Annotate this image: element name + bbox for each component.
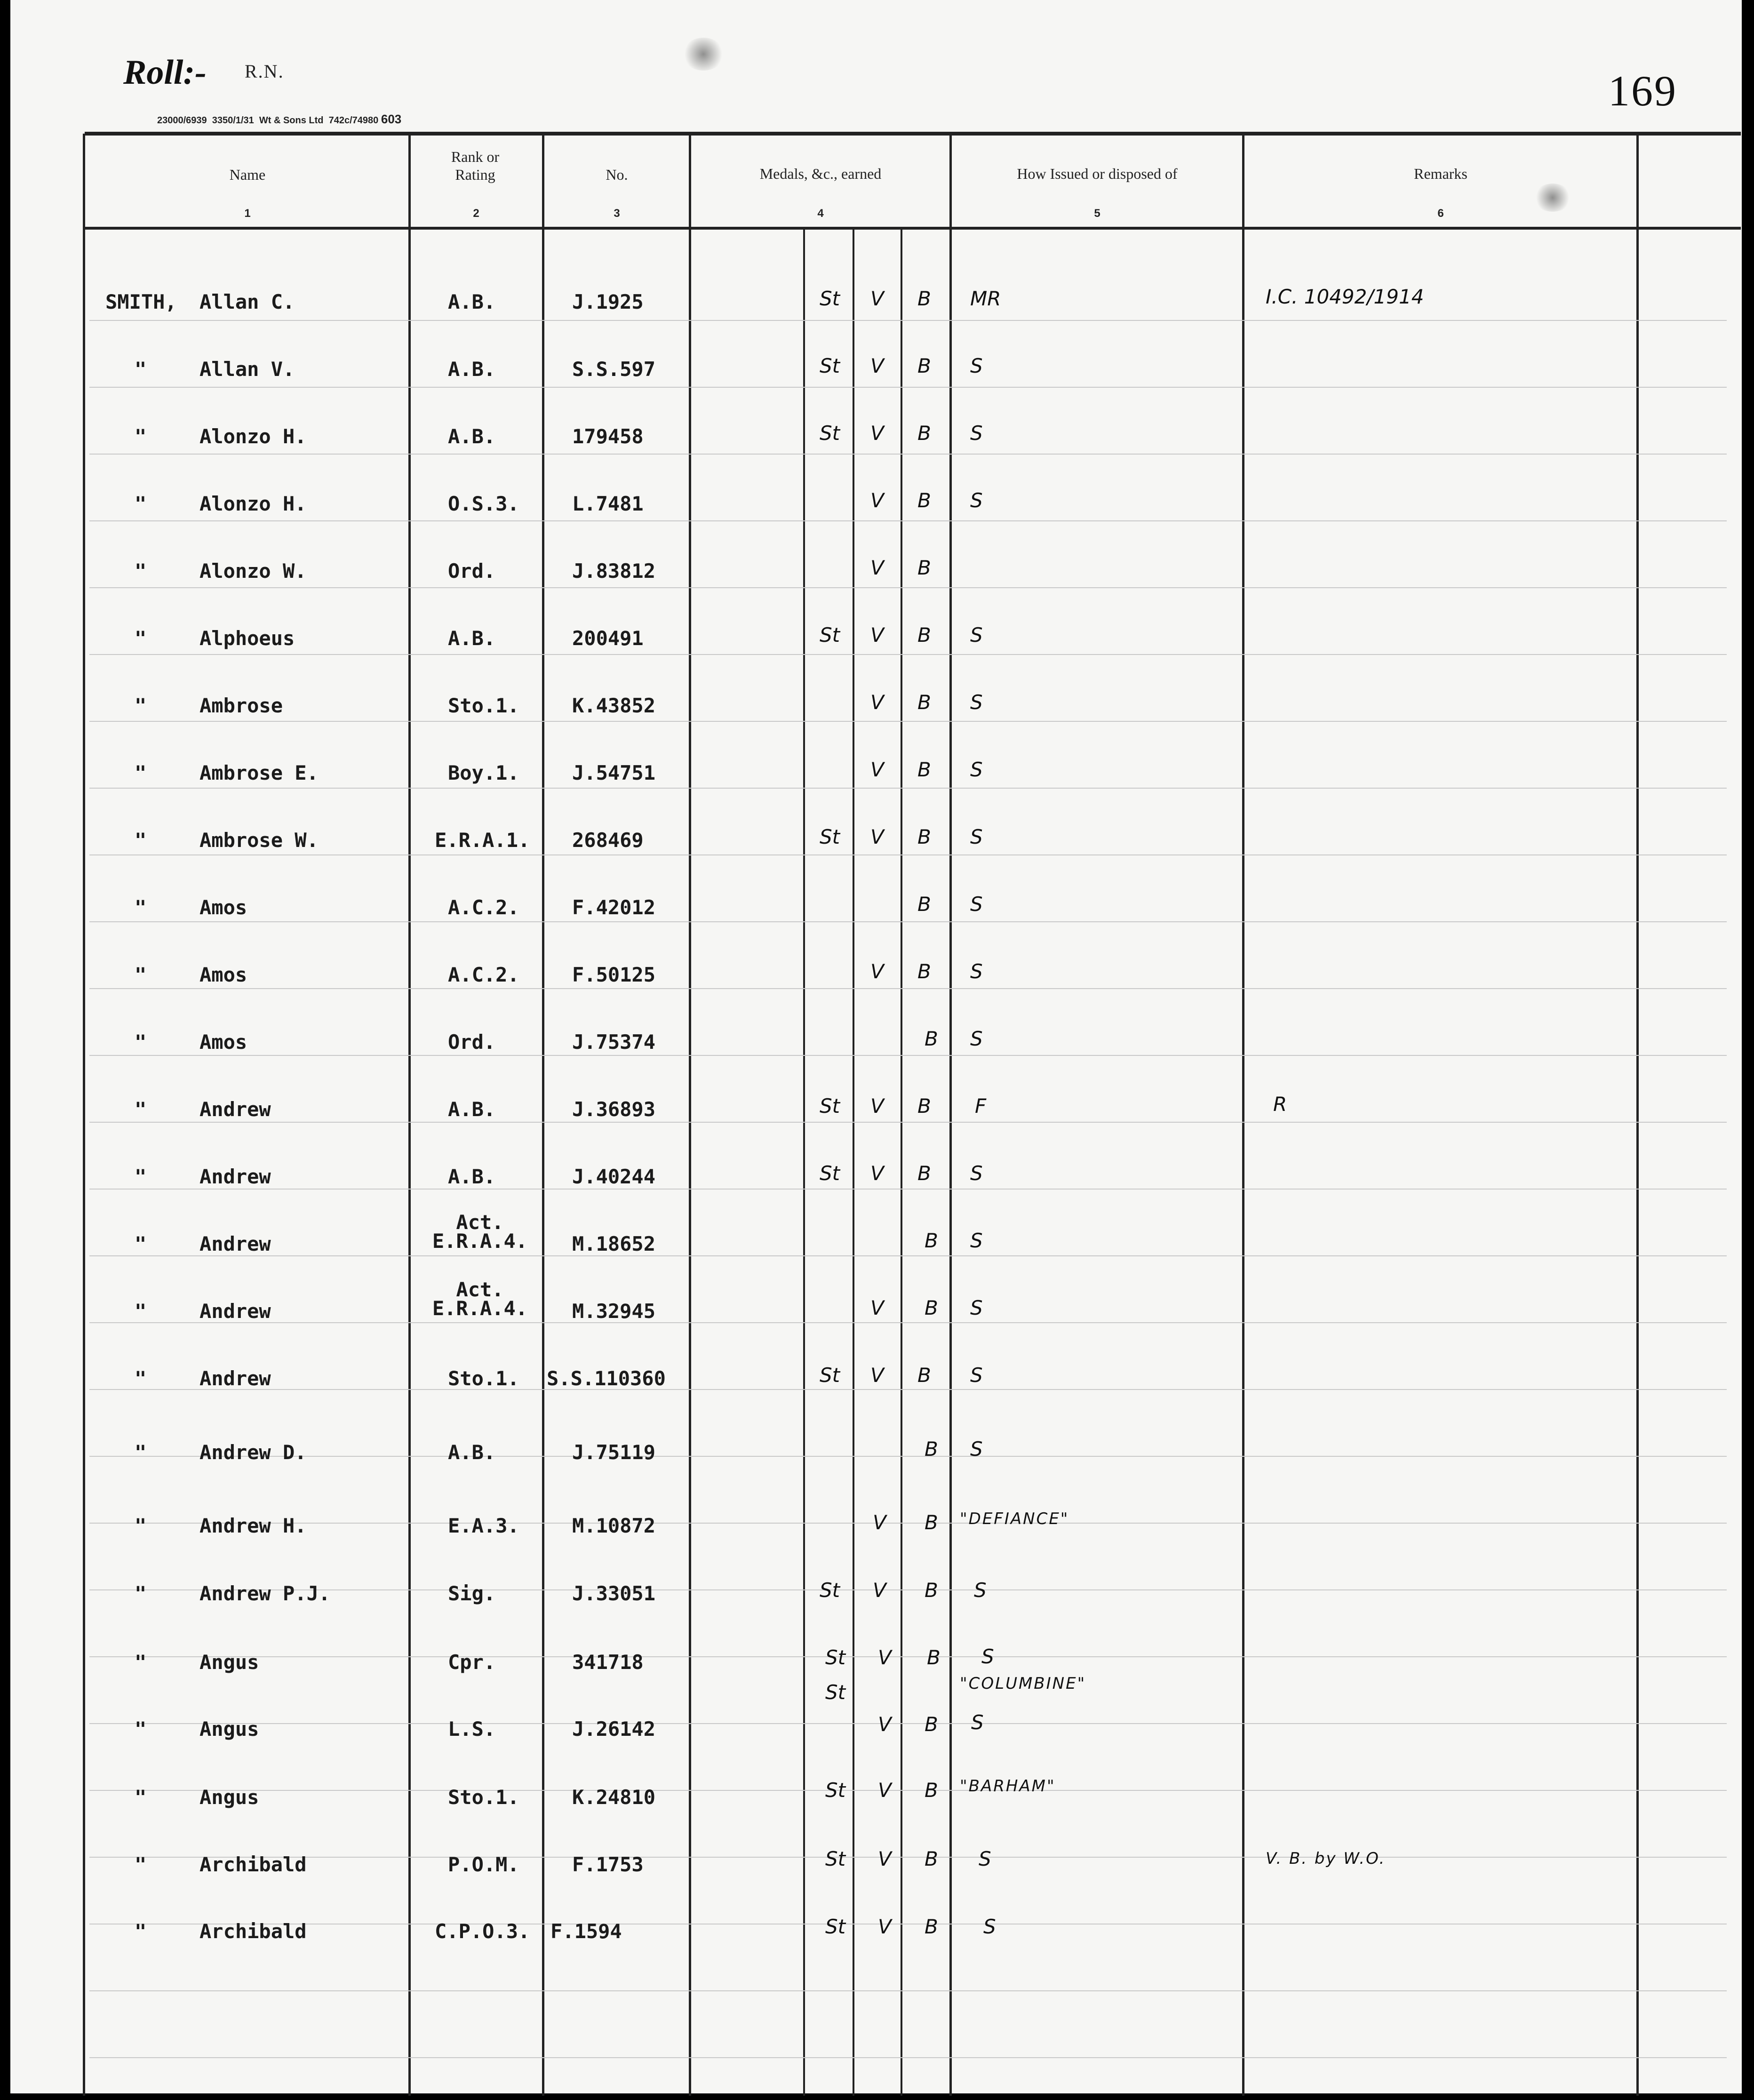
rank: C.P.O.3. [435, 1920, 530, 1943]
rank-prefix: Act. [456, 1278, 504, 1301]
victory-medal: V [870, 1296, 884, 1319]
issue-status: S [970, 960, 983, 983]
ditto-mark: " [135, 896, 147, 919]
ditto-mark: " [135, 425, 147, 448]
rank: O.S.3. [448, 492, 519, 515]
column-number-medals: 4 [817, 207, 824, 220]
service-number: 200491 [572, 627, 644, 650]
issue-status: S [970, 1364, 983, 1387]
page-number: 169 [1608, 67, 1677, 115]
scan-border-left [0, 0, 10, 2100]
issue-status: S [970, 1229, 983, 1252]
ditto-mark: " [135, 1441, 147, 1464]
star-medal: St [825, 1847, 846, 1870]
ruled-line [89, 788, 1727, 789]
given-name: Angus [199, 1651, 259, 1674]
star-medal: St [820, 354, 840, 377]
ditto-mark: " [135, 1098, 147, 1121]
british-war-medal: B [927, 1646, 941, 1669]
rank: Boy.1. [448, 761, 519, 784]
ditto-mark: " [135, 559, 147, 583]
british-war-medal: B [925, 1229, 938, 1252]
victory-medal: V [870, 825, 884, 848]
service-number: J.54751 [572, 761, 656, 784]
service-number: J.36893 [572, 1098, 656, 1121]
ditto-mark: " [135, 492, 147, 515]
victory-medal: V [870, 287, 884, 310]
service-number: M.10872 [572, 1514, 656, 1537]
ditto-mark: " [135, 1853, 147, 1876]
british-war-medal: B [925, 1296, 938, 1319]
ruled-line [89, 1990, 1727, 1991]
given-name: Andrew H. [199, 1514, 307, 1537]
remarks: I.C. 10492/1914 [1266, 285, 1424, 308]
victory-medal: V [870, 960, 884, 983]
given-name: Amos [199, 1030, 247, 1054]
print-reference-text: 23000/6939 3350/1/31 Wt & Sons Ltd 742c/74980 [157, 115, 379, 126]
british-war-medal: B [925, 1915, 938, 1938]
given-name: Alonzo W. [199, 559, 307, 583]
rank: A.B. [448, 1165, 496, 1188]
rank: Ord. [448, 1030, 496, 1054]
british-war-medal: B [917, 422, 931, 445]
british-war-medal: B [917, 1364, 931, 1387]
british-war-medal: B [917, 893, 931, 916]
issue-status: S [970, 691, 983, 714]
victory-medal: V [870, 623, 884, 647]
ruled-line [89, 988, 1727, 989]
column-title-issued: How Issued or disposed of [1017, 165, 1178, 182]
service-number: M.32945 [572, 1300, 656, 1323]
british-war-medal: B [917, 825, 931, 848]
ditto-mark: " [135, 1367, 147, 1390]
british-war-medal: B [925, 1847, 938, 1870]
issue-status: MR [970, 287, 1001, 310]
star-medal: St [825, 1779, 846, 1802]
remarks: V. B. by W.O. [1266, 1849, 1386, 1868]
rank-prefix: Act. [456, 1211, 504, 1234]
victory-medal: V [870, 422, 884, 445]
victory-medal: V [870, 691, 884, 714]
rank: P.O.M. [448, 1853, 519, 1876]
given-name: Alonzo H. [199, 425, 307, 448]
given-name: Andrew P.J. [199, 1582, 331, 1605]
service-number: K.43852 [572, 694, 656, 717]
ditto-mark: " [135, 1582, 147, 1605]
british-war-medal: B [917, 960, 931, 983]
victory-medal: V [873, 1511, 886, 1534]
given-name: Ambrose [199, 694, 283, 717]
service-number: F.1753 [572, 1853, 644, 1876]
print-reference [157, 112, 401, 127]
ruled-line [89, 1523, 1727, 1524]
issue-status: S [983, 1915, 996, 1938]
service-number: J.1925 [572, 290, 644, 313]
victory-medal: V [873, 1579, 886, 1602]
issue-status: S [970, 893, 983, 916]
column-title-name: Name [229, 166, 266, 183]
ruled-line [89, 1723, 1727, 1724]
rank: A.B. [448, 1098, 496, 1121]
ruled-line [89, 1857, 1727, 1858]
issue-status: S [971, 1711, 984, 1734]
service-number: L.7481 [572, 492, 644, 515]
british-war-medal: B [917, 623, 931, 647]
service-number: K.24810 [572, 1786, 656, 1809]
given-name: Angus [199, 1717, 259, 1741]
given-name: Ambrose W. [199, 829, 319, 852]
ruled-line [89, 921, 1727, 922]
column-divider [689, 134, 691, 2096]
ink-smudge [682, 38, 725, 71]
victory-medal: V [870, 1094, 884, 1118]
column-title-medals: Medals, &c., earned [759, 165, 882, 182]
ruled-line [89, 520, 1727, 521]
ditto-mark: " [135, 1300, 147, 1323]
british-war-medal: B [917, 1162, 931, 1185]
issue-status: S [981, 1645, 994, 1668]
star-medal: St [825, 1681, 846, 1704]
column-number-issued: 5 [1094, 207, 1100, 220]
ruled-line [89, 1389, 1727, 1390]
british-war-medal: B [917, 489, 931, 512]
british-war-medal: B [925, 1579, 938, 1602]
ruled-line [89, 1456, 1727, 1457]
rank-rating: E.R.A.4. [432, 1297, 528, 1320]
victory-medal: V [870, 758, 884, 781]
ditto-mark: " [135, 1232, 147, 1255]
star-medal: St [820, 1162, 840, 1185]
service-number: 268469 [572, 829, 644, 852]
ditto-mark: " [135, 358, 147, 381]
service-number: F.42012 [572, 896, 656, 919]
issue-status: S [970, 1027, 983, 1050]
given-name: Archibald [199, 1920, 307, 1943]
victory-medal: V [878, 1713, 892, 1736]
rank: Sig. [448, 1582, 496, 1605]
scan-border-right [1742, 0, 1754, 2100]
rank: A.C.2. [448, 896, 519, 919]
british-war-medal: B [917, 556, 931, 579]
service-number: J.75374 [572, 1030, 656, 1054]
british-war-medal: B [917, 287, 931, 310]
rank: L.S. [448, 1717, 496, 1741]
issue-status: S [974, 1579, 987, 1602]
column-title-number: No. [606, 166, 628, 183]
given-name: Amos [199, 896, 247, 919]
rank: Sto.1. [448, 1367, 519, 1390]
issue-status: S [970, 623, 983, 647]
issue-status: "DEFIANCE" [960, 1509, 1069, 1528]
service-number: J.75119 [572, 1441, 656, 1464]
ditto-mark: " [135, 1786, 147, 1809]
british-war-medal: B [917, 758, 931, 781]
british-war-medal: B [917, 1094, 931, 1118]
roll-label: Roll:- [123, 53, 207, 92]
service-number: M.18652 [572, 1232, 656, 1255]
ruled-line [89, 387, 1727, 388]
service-number: F.1594 [550, 1920, 622, 1943]
issue-status: S [970, 1437, 983, 1461]
remarks: R [1273, 1093, 1287, 1116]
issue-status: S [979, 1847, 991, 1870]
ditto-mark: " [135, 627, 147, 650]
rank: Cpr. [448, 1651, 496, 1674]
rank: Sto.1. [448, 694, 519, 717]
british-war-medal: B [917, 354, 931, 377]
ditto-mark: " [135, 1514, 147, 1537]
issue-status: "BARHAM" [960, 1777, 1056, 1796]
star-medal: St [820, 825, 840, 848]
issue-status: S [970, 825, 983, 848]
ditto-mark: " [135, 963, 147, 986]
victory-medal: V [870, 1364, 884, 1387]
given-name: Archibald [199, 1853, 307, 1876]
victory-medal: V [870, 489, 884, 512]
given-name: Ambrose E. [199, 761, 319, 784]
ruled-line [89, 587, 1727, 588]
rank: A.B. [448, 290, 496, 313]
column-title-rank: Rank or Rating [451, 148, 500, 183]
ditto-mark: " [135, 1165, 147, 1188]
rank-rating: E.R.A.4. [432, 1230, 528, 1253]
column-divider [83, 134, 85, 2096]
british-war-medal: B [925, 1437, 938, 1461]
ruled-line [89, 1189, 1727, 1190]
service-number: S.S.597 [572, 358, 656, 381]
given-name: Alphoeus [199, 627, 295, 650]
given-name: Andrew D. [199, 1441, 307, 1464]
rank [423, 1213, 536, 1251]
given-name: Andrew [199, 1367, 271, 1390]
ruled-line [89, 1790, 1727, 1791]
given-name: Allan V. [199, 358, 295, 381]
victory-medal: V [870, 556, 884, 579]
ruled-line [89, 721, 1727, 722]
issue-status: F [975, 1094, 987, 1118]
victory-medal: V [878, 1847, 892, 1870]
surname: SMITH, [105, 290, 177, 313]
column-divider [542, 134, 544, 2096]
star-medal: St [825, 1646, 846, 1669]
ruled-line [89, 1055, 1727, 1056]
issue-status: S [970, 354, 983, 377]
service-number: J.40244 [572, 1165, 656, 1188]
victory-medal: V [878, 1915, 892, 1938]
given-name: Amos [199, 963, 247, 986]
ditto-mark: " [135, 1920, 147, 1943]
medal-subdivider [853, 229, 854, 2096]
star-medal: St [820, 1364, 840, 1387]
service-number: 341718 [572, 1651, 644, 1674]
rank: Sto.1. [448, 1786, 519, 1809]
ruled-line [89, 1322, 1727, 1323]
victory-medal: V [870, 1162, 884, 1185]
header-top-rule [85, 132, 1741, 136]
rank: E.A.3. [448, 1514, 519, 1537]
column-divider [408, 134, 411, 2096]
rank: E.R.A.1. [435, 829, 530, 852]
service-number: J.26142 [572, 1717, 656, 1741]
print-reference-number: 603 [381, 112, 402, 126]
column-divider [1636, 134, 1639, 2096]
rank [423, 1280, 536, 1318]
star-medal: St [820, 1094, 840, 1118]
given-name: Alonzo H. [199, 492, 307, 515]
star-medal: St [820, 422, 840, 445]
ditto-mark: " [135, 829, 147, 852]
medal-subdivider [901, 229, 902, 2096]
service-number: F.50125 [572, 963, 656, 986]
service-number: J.83812 [572, 559, 656, 583]
given-name: Andrew [199, 1098, 271, 1121]
header-bottom-rule [85, 227, 1741, 230]
ruled-line [89, 2057, 1727, 2058]
star-medal: St [820, 287, 840, 310]
given-name: Angus [199, 1786, 259, 1809]
victory-medal: V [878, 1779, 892, 1802]
issue-note: "COLUMBINE" [960, 1674, 1086, 1693]
ditto-mark: " [135, 1717, 147, 1741]
rank: A.B. [448, 425, 496, 448]
british-war-medal: B [925, 1779, 938, 1802]
victory-medal: V [870, 354, 884, 377]
scan-border-bottom [0, 2093, 1754, 2100]
roll-value: R.N. [245, 61, 284, 82]
star-medal: St [820, 623, 840, 647]
ruled-line [89, 1589, 1727, 1590]
ditto-mark: " [135, 694, 147, 717]
medal-subdivider [803, 229, 805, 2096]
column-number-name: 1 [244, 207, 251, 220]
star-medal: St [820, 1579, 840, 1602]
column-number-rank: 2 [473, 207, 479, 220]
issue-status: S [970, 1296, 983, 1319]
given-name: Andrew [199, 1232, 271, 1255]
column-number-number: 3 [614, 207, 620, 220]
british-war-medal: B [925, 1511, 938, 1534]
ruled-line [89, 854, 1727, 855]
given-name: Andrew [199, 1165, 271, 1188]
rank: A.C.2. [448, 963, 519, 986]
column-divider [949, 134, 952, 2096]
star-medal: St [825, 1915, 846, 1938]
rank: A.B. [448, 627, 496, 650]
british-war-medal: B [925, 1713, 938, 1736]
ruled-line [89, 1656, 1727, 1657]
rank: A.B. [448, 358, 496, 381]
ruled-line [89, 454, 1727, 455]
column-divider [1242, 134, 1244, 2096]
victory-medal: V [878, 1646, 892, 1669]
ruled-line [89, 654, 1727, 655]
issue-status: S [970, 489, 983, 512]
column-title-remarks: Remarks [1414, 165, 1467, 182]
british-war-medal: B [917, 691, 931, 714]
ruled-line [89, 1255, 1727, 1256]
column-number-remarks: 6 [1437, 207, 1444, 220]
issue-status: S [970, 758, 983, 781]
ditto-mark: " [135, 761, 147, 784]
given-name: Allan C. [199, 290, 295, 313]
ditto-mark: " [135, 1030, 147, 1054]
given-name: Andrew [199, 1300, 271, 1323]
issue-status: S [970, 422, 983, 445]
ruled-line [89, 1122, 1727, 1123]
service-number: 179458 [572, 425, 644, 448]
british-war-medal: B [925, 1027, 938, 1050]
rank: Ord. [448, 559, 496, 583]
ditto-mark: " [135, 1651, 147, 1674]
service-number: J.33051 [572, 1582, 656, 1605]
issue-status: S [970, 1162, 983, 1185]
rank: A.B. [448, 1441, 496, 1464]
service-number: S.S.110360 [547, 1367, 666, 1390]
ruled-line [89, 320, 1727, 321]
